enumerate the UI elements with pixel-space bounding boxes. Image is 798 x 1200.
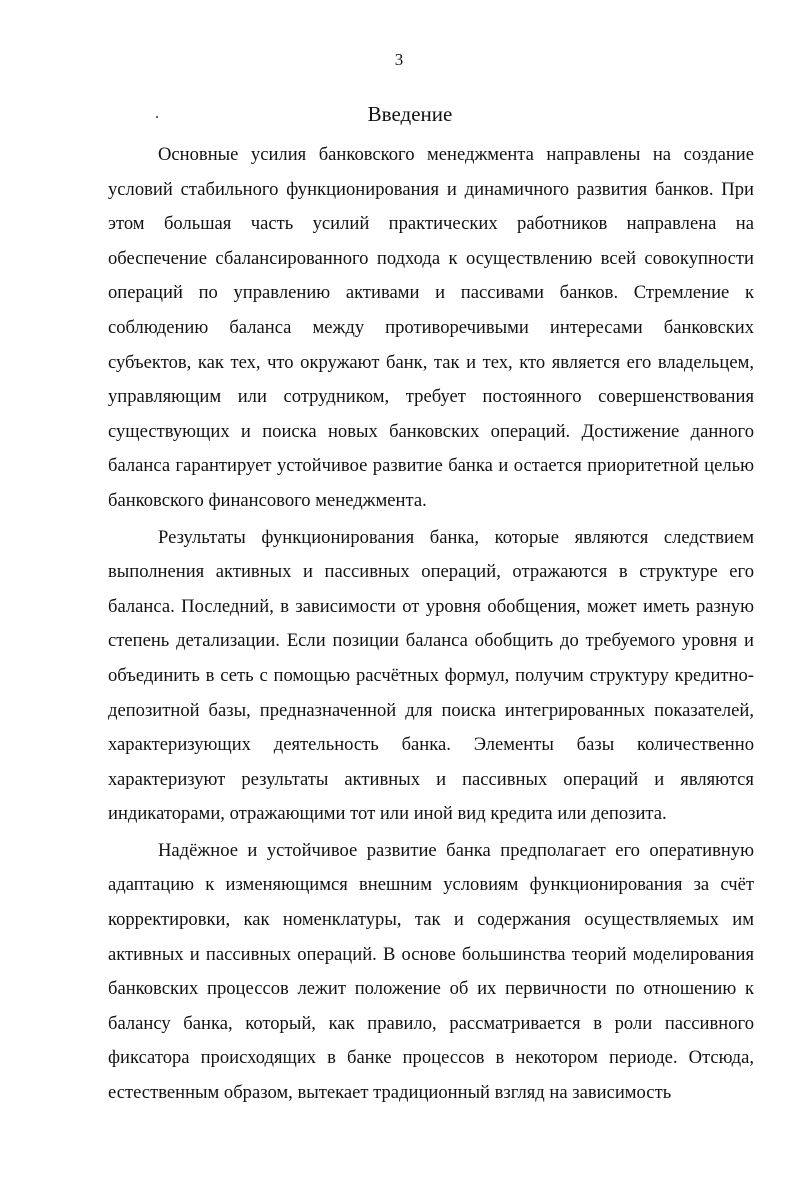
paragraph: Надёжное и устойчивое развитие банка предполагает его оперативную адаптацию к изменяющимся внешним условиям функционирования за счёт корректировки, как номенклатуры, так и содержания осуществляемых им активных и пассивных операций. В основе большинства теорий моделирования банковских процессов лежит положение об их первичности по отношению к балансу банка, который, как правило, рассматривается в роли пассивного фиксатора происходящих в банке процессов в некотором периоде. Отсюда, естественным образом, вытекает традиционный взгляд на зависимость [108, 839, 754, 1104]
paragraph: Основные усилия банковского менеджмента направлены на создание условий стабильного функционирования и динамичного развития банков. При этом большая часть усилий практических работников направлена на обеспечение сбалансированного подхода к осуществлению всей совокупности операций по управлению активами и пассивами банков. Стремление к соблюдению баланса между противоречивыми интересами банковских субъектов, как тех, что окружают банк, так и тех, кто является его владельцем, управляющим или сотрудником, требует постоянного совершенствования существующих и поиска новых банковских операций. Достижение данного баланса гарантирует устойчивое развитие банка и остается приоритетной целью банковского финансового менеджмента. [108, 144, 754, 511]
paragraph: Результаты функционирования банка, которые являются следствием выполнения активных и пассивных операций, отражаются в структуре его баланса. Последний, в зависимости от уровня обобщения, может иметь разную степень детализации. Если позиции баланса обобщить до требуемого уровня и объединить в сеть с помощью расчётных формул, получим структуру кредитно-депозитной базы, предназначенной для поиска интегрированных показателей, характеризующих деятельность банка. Элементы базы количественно характеризуют результаты активных и пассивных операций и являются индикаторами, отражающими тот или иной вид кредита или депозита. [108, 526, 754, 825]
document-body [108, 138, 754, 1113]
page-title: Введение [367, 102, 453, 126]
page-number: 3 [394, 50, 404, 69]
